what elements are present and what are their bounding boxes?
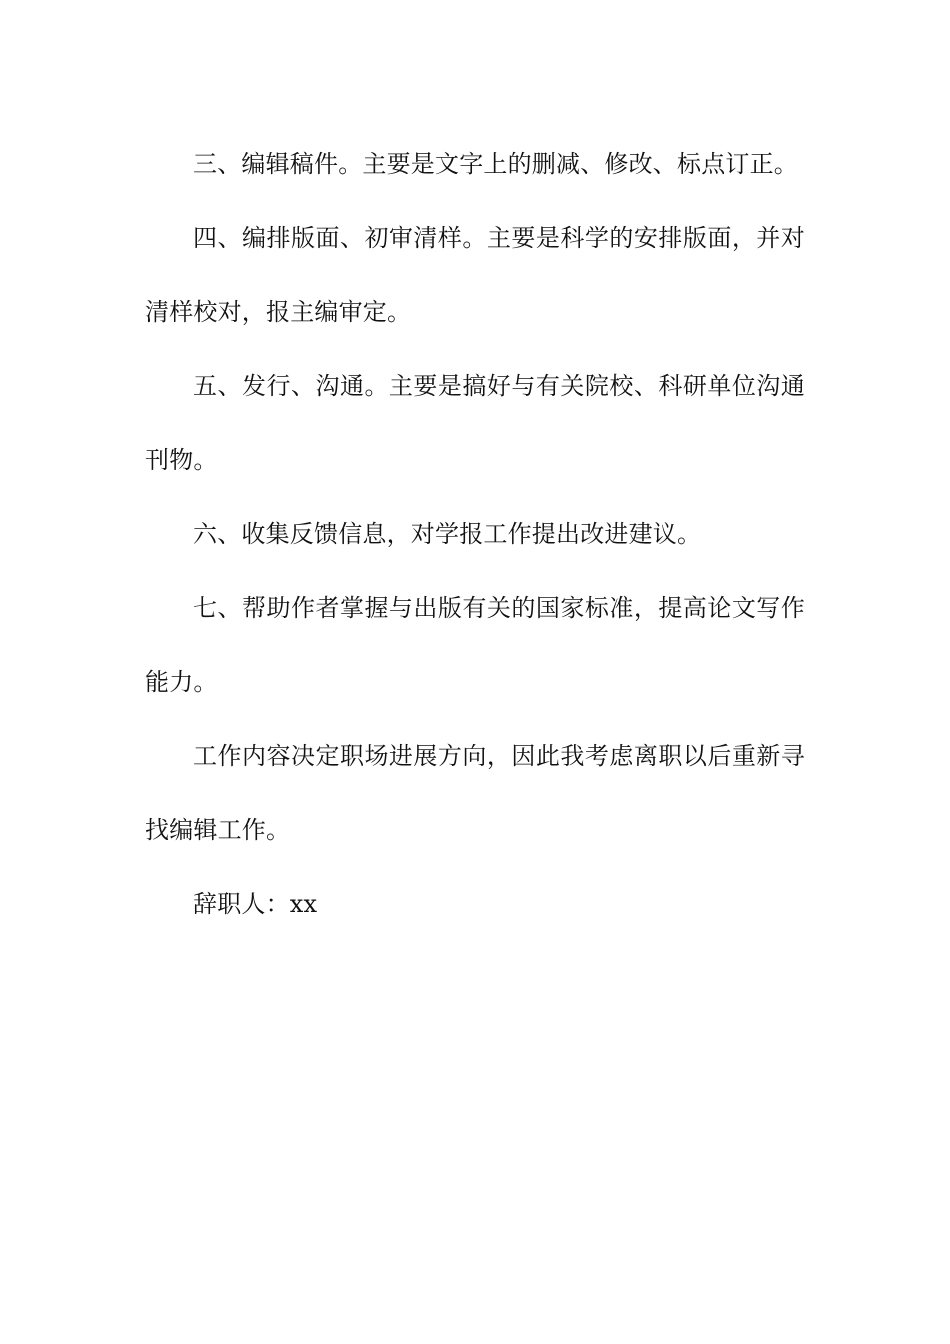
paragraph-item-3: 三、编辑稿件。主要是文字上的删减、修改、标点订正。	[193, 150, 798, 178]
paragraph-item-5: 五、发行、沟通。主要是搞好与有关院校、科研单位沟通刊物。	[145, 372, 805, 474]
signature-line: 辞职人：xx	[193, 890, 318, 918]
paragraph-item-6: 六、收集反馈信息，对学报工作提出改进建议。	[193, 520, 702, 548]
paragraph-item-7: 七、帮助作者掌握与出版有关的国家标准，提高论文写作能力。	[145, 594, 805, 696]
paragraph-item-4: 四、编排版面、初审清样。主要是科学的安排版面，并对清样校对，报主编审定。	[145, 224, 805, 326]
document-body	[145, 127, 805, 941]
closing-paragraph: 工作内容决定职场进展方向，因此我考虑离职以后重新寻找编辑工作。	[145, 742, 805, 844]
